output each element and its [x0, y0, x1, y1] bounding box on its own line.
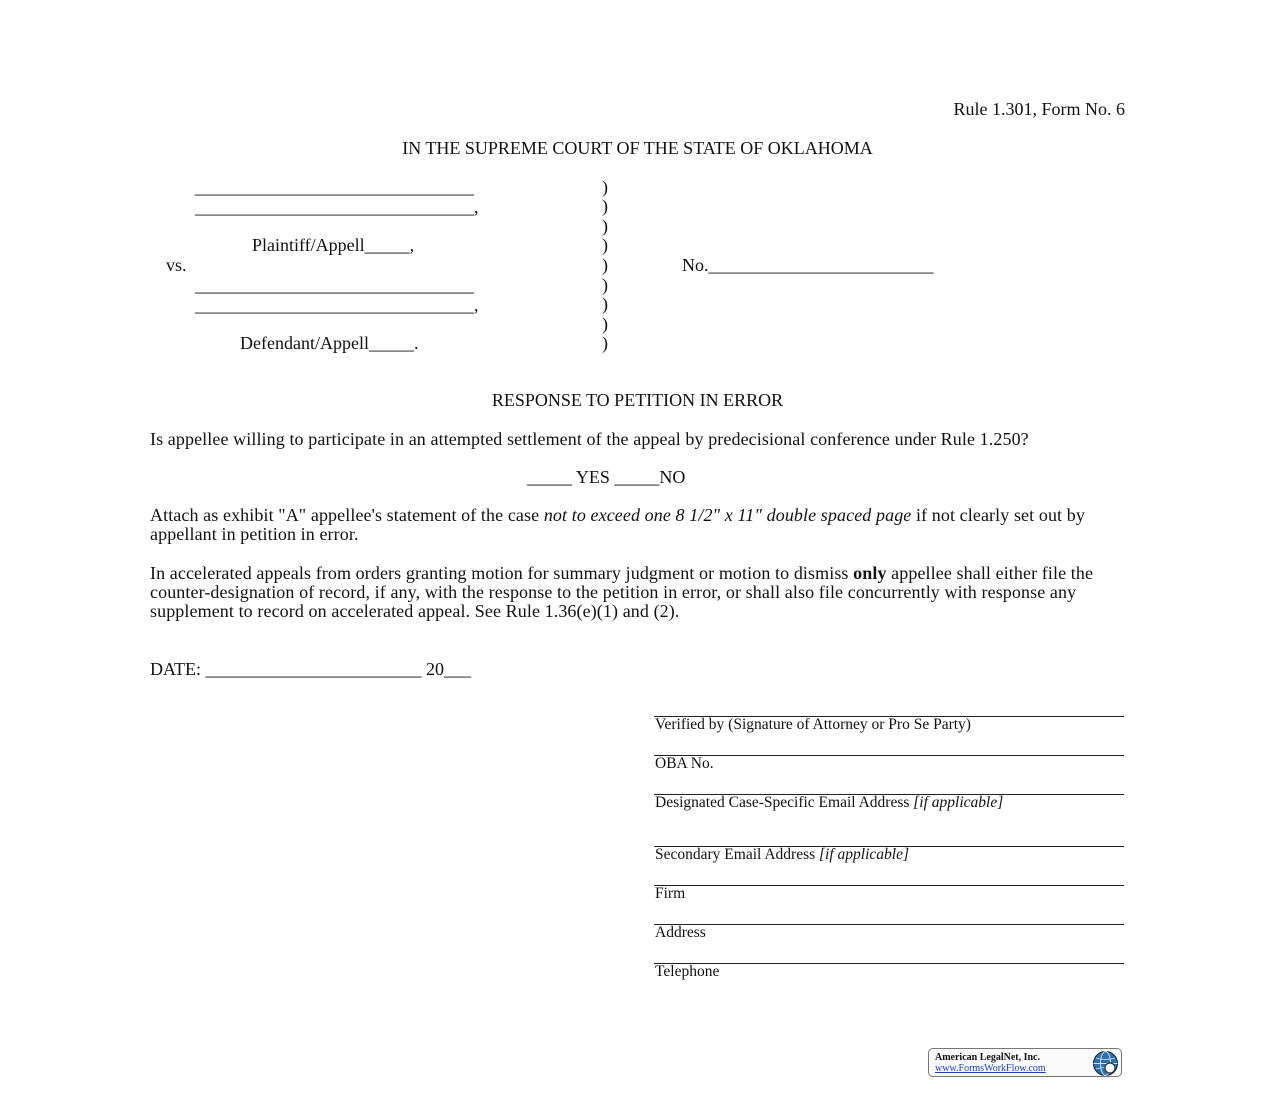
- firm-label: Firm: [655, 885, 686, 902]
- versus-label: vs.: [166, 255, 187, 275]
- caption-paren: ): [602, 314, 608, 334]
- plaintiff-name-line-2: _______________________________,: [195, 197, 479, 217]
- caption-paren: ): [602, 196, 608, 216]
- accelerated-text-end: appellee shall either file the counter-designation of record, if any, with the response to the petition in error, or shall also file concurrently with response any supplement to record on accelerated appeal. See Rule 1.36(e)(1) and (2).: [150, 563, 1094, 621]
- document-title: RESPONSE TO PETITION IN ERROR: [491, 390, 784, 410]
- form-number: Rule 1.301, Form No. 6: [953, 99, 1125, 119]
- telephone-label: Telephone: [655, 963, 720, 980]
- accelerated-appeals-instruction: [150, 564, 1130, 621]
- secondary-email-text: Secondary Email Address: [655, 846, 820, 863]
- caption-paren: ): [602, 333, 608, 353]
- publisher-name: American LegalNet, Inc.: [935, 1052, 1040, 1063]
- publisher-link[interactable]: www.FormsWorkFlow.com: [935, 1063, 1046, 1074]
- email-label-text: Designated Case-Specific Email Address: [655, 794, 914, 811]
- defendant-name-line-2: _______________________________,: [195, 295, 479, 315]
- secondary-email-note: [if applicable]: [819, 846, 909, 863]
- defendant-label: Defendant/Appell_____.: [240, 333, 419, 353]
- plaintiff-label: Plaintiff/Appell_____,: [252, 235, 415, 255]
- exhibit-text: Attach as exhibit "A" appellee's statement of the case: [150, 505, 544, 525]
- plaintiff-name-line-1: _______________________________: [195, 177, 474, 197]
- exhibit-page-limit: not to exceed one 8 1/2" x 11" double spaced page: [543, 505, 912, 525]
- publisher-badge[interactable]: [928, 1048, 1122, 1077]
- settlement-question: Is appellee willing to participate in an attempted settlement of the appeal by predecisional conference under Rule 1.250?: [150, 429, 1029, 449]
- email-label-note: [if applicable]: [913, 794, 1004, 811]
- defendant-name-line-1: _______________________________: [195, 275, 474, 295]
- address-label: Address: [655, 924, 706, 941]
- case-number-field[interactable]: No._________________________: [682, 255, 934, 275]
- oba-label: OBA No.: [655, 755, 714, 772]
- caption-paren: ): [602, 294, 608, 314]
- globe-logo-icon: [1092, 1050, 1119, 1077]
- accelerated-text: In accelerated appeals from orders granting motion for summary judgment or motion to dismiss: [150, 563, 854, 583]
- caption-paren: ): [602, 275, 608, 295]
- date-field[interactable]: DATE: ________________________ 20___: [150, 659, 471, 679]
- caption-paren: ): [602, 255, 608, 275]
- court-heading: IN THE SUPREME COURT OF THE STATE OF OKLAHOMA: [402, 138, 873, 158]
- caption-paren: ): [602, 216, 608, 236]
- verified-by-label: Verified by (Signature of Attorney or Pro Se Party): [655, 716, 971, 733]
- secondary-email-label: [655, 846, 1075, 863]
- caption-paren: ): [602, 177, 608, 197]
- only-emphasis: only: [853, 563, 887, 583]
- email-label: [655, 794, 1035, 811]
- caption-paren: ): [602, 235, 608, 255]
- exhibit-instruction: [150, 506, 1130, 544]
- yes-no-choice[interactable]: _____ YES _____NO: [527, 467, 686, 487]
- exhibit-text-end: if not clearly set out by appellant in petition in error.: [150, 505, 1085, 544]
